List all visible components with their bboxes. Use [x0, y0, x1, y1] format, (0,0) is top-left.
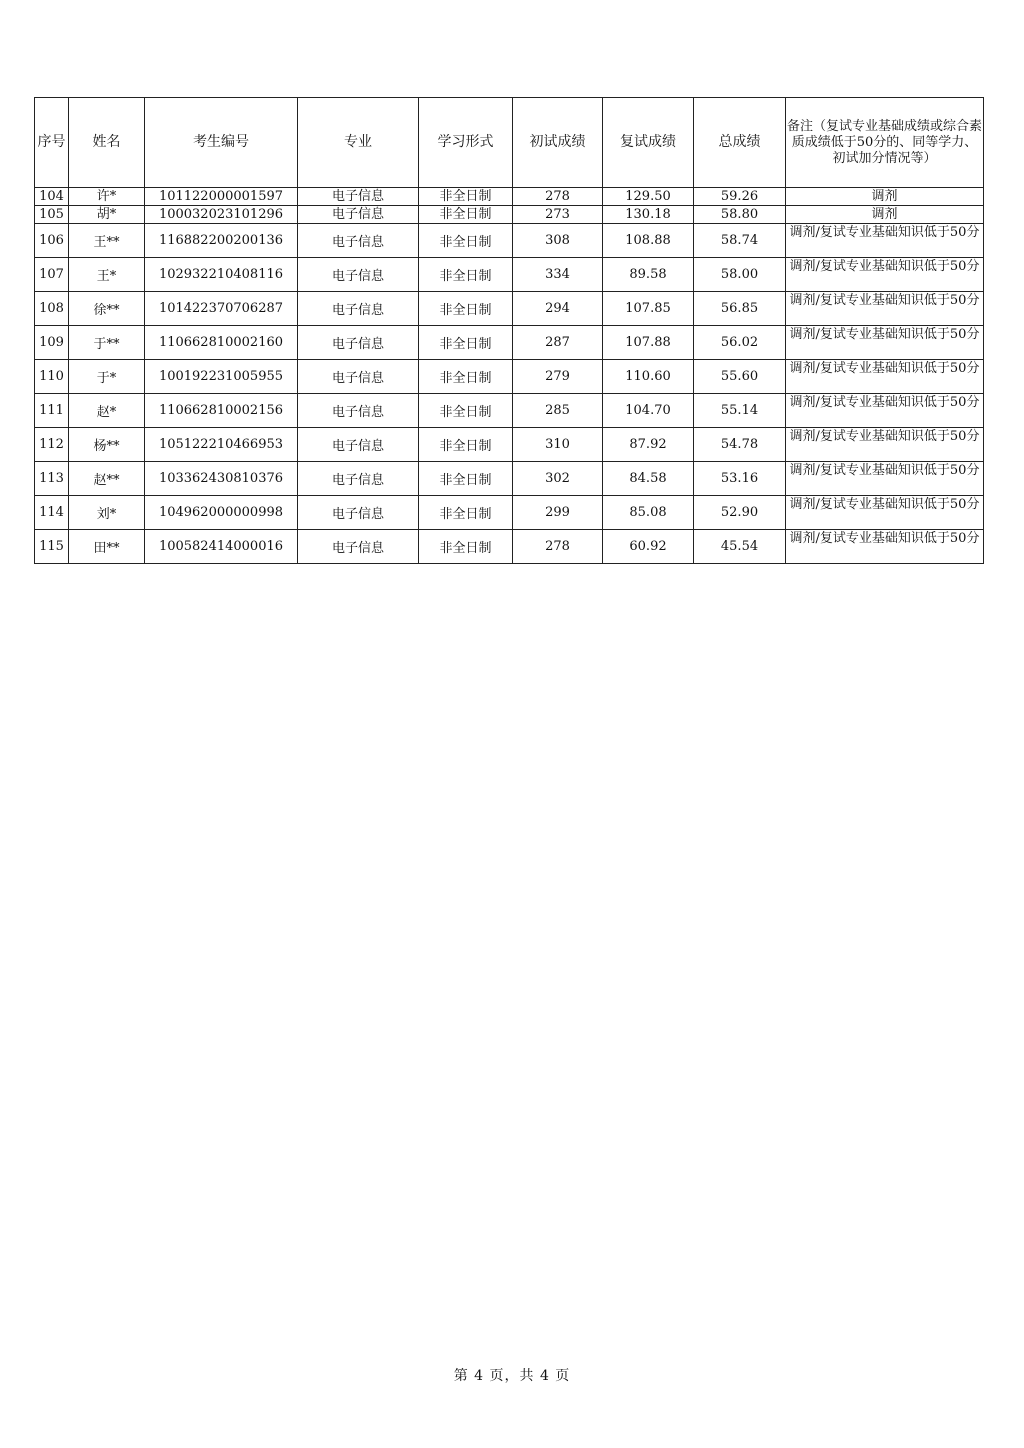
cell-retest-score: 89.58 — [603, 258, 694, 292]
cell-name: 王** — [69, 224, 145, 258]
remark-text: 调剂/复试专业基础知识低于50分 — [789, 327, 980, 342]
remark-text: 调剂/复试专业基础知识低于50分 — [789, 463, 980, 478]
cell-name: 于** — [69, 326, 145, 360]
cell-remark — [786, 188, 984, 206]
cell-prelim-score: 273 — [513, 206, 603, 224]
cell-exam-id: 110662810002160 — [145, 326, 298, 360]
cell-remark — [786, 462, 984, 496]
table-row — [35, 394, 984, 428]
page-footer: 第 4 页，共 4 页 — [453, 1368, 571, 1384]
cell-total-score: 56.02 — [694, 326, 786, 360]
cell-total-score: 55.60 — [694, 360, 786, 394]
table-row — [35, 428, 984, 462]
cell-name: 于* — [69, 360, 145, 394]
cell-major: 电子信息 — [298, 428, 419, 462]
cell-exam-id: 100192231005955 — [145, 360, 298, 394]
cell-name: 徐** — [69, 292, 145, 326]
table-row — [35, 206, 984, 224]
cell-retest-score: 110.60 — [603, 360, 694, 394]
cell-study-mode: 非全日制 — [419, 224, 513, 258]
cell-seq: 110 — [35, 360, 69, 394]
cell-major: 电子信息 — [298, 188, 419, 206]
cell-total-score: 58.74 — [694, 224, 786, 258]
cell-name: 田** — [69, 530, 145, 564]
cell-major: 电子信息 — [298, 292, 419, 326]
cell-major: 电子信息 — [298, 206, 419, 224]
cell-total-score: 55.14 — [694, 394, 786, 428]
cell-name: 王* — [69, 258, 145, 292]
cell-exam-id: 100582414000016 — [145, 530, 298, 564]
cell-remark — [786, 530, 984, 564]
cell-seq: 109 — [35, 326, 69, 360]
remark-text: 调剂/复试专业基础知识低于50分 — [789, 361, 980, 376]
cell-name: 赵* — [69, 394, 145, 428]
cell-prelim-score: 287 — [513, 326, 603, 360]
table-row — [35, 462, 984, 496]
remark-text: 调剂/复试专业基础知识低于50分 — [789, 531, 980, 546]
cell-study-mode: 非全日制 — [419, 428, 513, 462]
cell-major: 电子信息 — [298, 360, 419, 394]
cell-remark — [786, 326, 984, 360]
cell-remark — [786, 394, 984, 428]
cell-seq: 106 — [35, 224, 69, 258]
cell-name: 杨** — [69, 428, 145, 462]
cell-retest-score: 129.50 — [603, 188, 694, 206]
remark-text: 调剂 — [871, 189, 898, 204]
cell-name: 胡* — [69, 206, 145, 224]
cell-prelim-score: 334 — [513, 258, 603, 292]
cell-exam-id: 116882200200136 — [145, 224, 298, 258]
header-retest-score: 复试成绩 — [603, 98, 694, 188]
cell-prelim-score: 299 — [513, 496, 603, 530]
cell-seq: 107 — [35, 258, 69, 292]
cell-exam-id: 105122210466953 — [145, 428, 298, 462]
cell-seq: 111 — [35, 394, 69, 428]
cell-retest-score: 87.92 — [603, 428, 694, 462]
cell-prelim-score: 278 — [513, 530, 603, 564]
table-row — [35, 360, 984, 394]
header-study-mode: 学习形式 — [419, 98, 513, 188]
table-row — [35, 326, 984, 360]
cell-study-mode: 非全日制 — [419, 462, 513, 496]
table-row — [35, 188, 984, 206]
header-total-score: 总成绩 — [694, 98, 786, 188]
cell-total-score: 59.26 — [694, 188, 786, 206]
table-row — [35, 258, 984, 292]
cell-seq: 112 — [35, 428, 69, 462]
header-row — [35, 98, 984, 188]
cell-prelim-score: 294 — [513, 292, 603, 326]
cell-remark — [786, 224, 984, 258]
cell-exam-id: 110662810002156 — [145, 394, 298, 428]
cell-remark — [786, 428, 984, 462]
cell-name: 赵** — [69, 462, 145, 496]
header-remark: 备注（复试专业基础成绩或综合素质成绩低于50分的、同等学力、初试加分情况等） — [786, 98, 984, 188]
header-name: 姓名 — [69, 98, 145, 188]
cell-prelim-score: 278 — [513, 188, 603, 206]
header-major: 专业 — [298, 98, 419, 188]
cell-retest-score: 84.58 — [603, 462, 694, 496]
remark-text: 调剂/复试专业基础知识低于50分 — [789, 225, 980, 240]
cell-prelim-score: 285 — [513, 394, 603, 428]
cell-study-mode: 非全日制 — [419, 326, 513, 360]
cell-prelim-score: 310 — [513, 428, 603, 462]
cell-remark — [786, 360, 984, 394]
cell-study-mode: 非全日制 — [419, 530, 513, 564]
cell-exam-id: 101422370706287 — [145, 292, 298, 326]
cell-seq: 105 — [35, 206, 69, 224]
cell-study-mode: 非全日制 — [419, 394, 513, 428]
header-prelim-score: 初试成绩 — [513, 98, 603, 188]
cell-name: 刘* — [69, 496, 145, 530]
remark-text: 调剂 — [871, 207, 898, 222]
cell-total-score: 45.54 — [694, 530, 786, 564]
cell-retest-score: 107.85 — [603, 292, 694, 326]
cell-prelim-score: 279 — [513, 360, 603, 394]
cell-remark — [786, 206, 984, 224]
cell-study-mode: 非全日制 — [419, 292, 513, 326]
cell-retest-score: 108.88 — [603, 224, 694, 258]
cell-seq: 113 — [35, 462, 69, 496]
cell-major: 电子信息 — [298, 394, 419, 428]
cell-seq: 104 — [35, 188, 69, 206]
remark-text: 调剂/复试专业基础知识低于50分 — [789, 395, 980, 410]
cell-seq: 114 — [35, 496, 69, 530]
cell-retest-score: 85.08 — [603, 496, 694, 530]
cell-major: 电子信息 — [298, 258, 419, 292]
header-seq: 序号 — [35, 98, 69, 188]
remark-text: 调剂/复试专业基础知识低于50分 — [789, 497, 980, 512]
remark-text: 调剂/复试专业基础知识低于50分 — [789, 429, 980, 444]
cell-total-score: 54.78 — [694, 428, 786, 462]
cell-remark — [786, 258, 984, 292]
cell-major: 电子信息 — [298, 496, 419, 530]
cell-prelim-score: 308 — [513, 224, 603, 258]
cell-seq: 115 — [35, 530, 69, 564]
table-body — [35, 188, 984, 564]
cell-study-mode: 非全日制 — [419, 360, 513, 394]
cell-total-score: 52.90 — [694, 496, 786, 530]
cell-major: 电子信息 — [298, 530, 419, 564]
cell-retest-score: 107.88 — [603, 326, 694, 360]
cell-remark — [786, 292, 984, 326]
cell-exam-id: 103362430810376 — [145, 462, 298, 496]
cell-total-score: 56.85 — [694, 292, 786, 326]
table-row — [35, 292, 984, 326]
table-row — [35, 530, 984, 564]
cell-total-score: 53.16 — [694, 462, 786, 496]
score-table — [34, 97, 984, 564]
cell-retest-score: 104.70 — [603, 394, 694, 428]
cell-exam-id: 101122000001597 — [145, 188, 298, 206]
cell-exam-id: 104962000000998 — [145, 496, 298, 530]
cell-retest-score: 130.18 — [603, 206, 694, 224]
cell-study-mode: 非全日制 — [419, 206, 513, 224]
header-exam-id: 考生编号 — [145, 98, 298, 188]
cell-seq: 108 — [35, 292, 69, 326]
cell-prelim-score: 302 — [513, 462, 603, 496]
cell-remark — [786, 496, 984, 530]
cell-study-mode: 非全日制 — [419, 258, 513, 292]
cell-study-mode: 非全日制 — [419, 188, 513, 206]
table-row — [35, 496, 984, 530]
cell-major: 电子信息 — [298, 224, 419, 258]
cell-total-score: 58.00 — [694, 258, 786, 292]
cell-total-score: 58.80 — [694, 206, 786, 224]
remark-text: 调剂/复试专业基础知识低于50分 — [789, 293, 980, 308]
table-header — [35, 98, 984, 188]
cell-name: 许* — [69, 188, 145, 206]
table-row — [35, 224, 984, 258]
cell-major: 电子信息 — [298, 326, 419, 360]
cell-exam-id: 102932210408116 — [145, 258, 298, 292]
cell-retest-score: 60.92 — [603, 530, 694, 564]
cell-major: 电子信息 — [298, 462, 419, 496]
cell-study-mode: 非全日制 — [419, 496, 513, 530]
cell-exam-id: 100032023101296 — [145, 206, 298, 224]
remark-text: 调剂/复试专业基础知识低于50分 — [789, 259, 980, 274]
